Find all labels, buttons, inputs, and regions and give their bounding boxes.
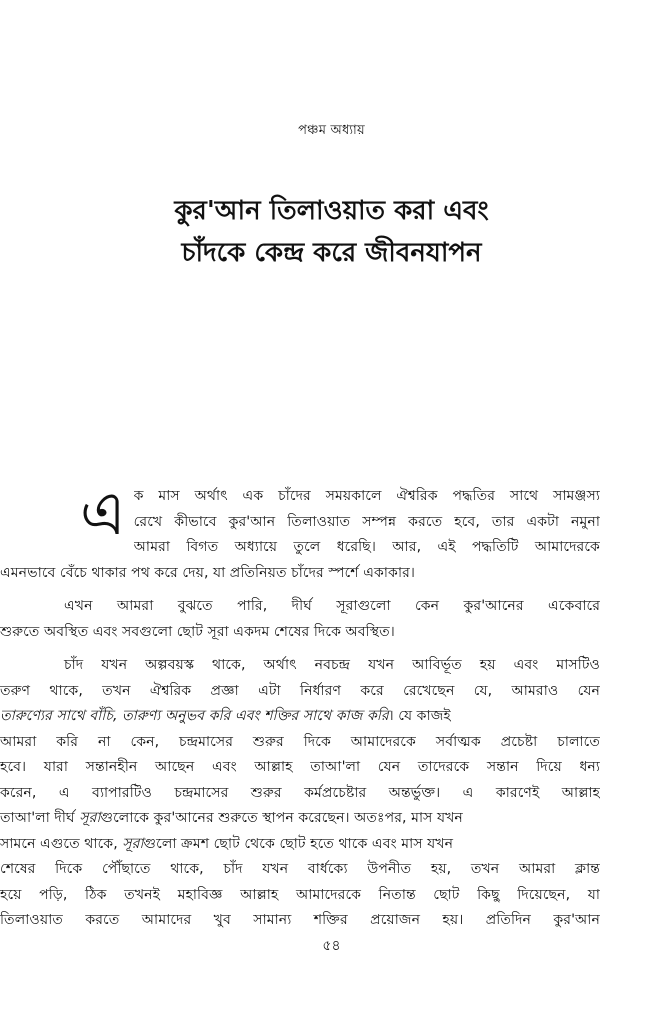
text-run: । যে কাজই: [388, 708, 451, 724]
paragraph-3-line: [0, 704, 600, 730]
paragraph-1-line: রেখে কীভাবে কুর'আন তিলাওয়াত সম্পন্ন করতে হবে, তার একটা নমুনা: [133, 513, 600, 530]
paragraph-3-line: হয়ে পড়ি, ঠিক তখনই মহাবিজ্ঞ আল্লাহ আমাদেরকে নিতান্ত ছোট কিছু দিয়েছেন, যা: [0, 886, 600, 903]
body-text: [0, 479, 600, 934]
paragraph-3-line: করেন, এ ব্যাপারটিও চন্দ্রমাসের শুরুর কর্মপ্রচেষ্টার অন্তর্ভুক্ত। এ কারণেই আল্লাহ: [0, 784, 600, 801]
paragraph-3: [0, 653, 600, 934]
paragraph-1-line: আমরা বিগত অধ্যায়ে তুলে ধরেছি। আর, এই পদ্ধতিটি আমাদেরকে: [133, 539, 600, 555]
paragraph-1-line: ক মাস অর্থাৎ এক চাঁদের সময়কালে ঐশ্বরিক পদ্ধতির সাথে সামঞ্জস্য: [133, 488, 600, 504]
text-run: তাআ'লা দীর্ঘ: [0, 810, 80, 826]
chapter-title-line-1: কুর'আন তিলাওয়াত করা এবং: [174, 196, 489, 226]
paragraph-1: [0, 479, 600, 586]
paragraph-3-line: আমরা করি না কেন, চন্দ্রমাসের শুরুর দিকে আমাদেরকে সর্বাত্মক প্রচেষ্টা চালাতে: [0, 733, 600, 750]
text-run: গুলোকে কুর'আনের শুরুতে স্থাপন করেছেন। অতঃপর, মাস যখন: [100, 810, 463, 826]
paragraph-3-line: [0, 806, 600, 832]
paragraph-3-line: চাঁদ যখন অল্পবয়স্ক থাকে, অর্থাৎ নবচন্দ্র যখন আবির্ভূত হয় এবং মাসটিও: [64, 657, 600, 673]
paragraph-3-line: শেষের দিকে পৌঁছাতে থাকে, চাঁদ যখন বার্ধক্যে উপনীত হয়, তখন আমরা ক্লান্ত: [0, 861, 600, 877]
chapter-label: পঞ্চম অধ্যায়: [298, 123, 365, 138]
italic-phrase: তারুণ্যের সাথে বাঁচি, তারুণ্য অনুভব করি এবং শক্তির সাথে কাজ করি: [0, 708, 389, 724]
paragraph-3-line: হবে। যারা সন্তানহীন আছেন এবং আল্লাহ তাআ'লা যেন তাদেরকে সন্তান দিয়ে ধন্য: [0, 759, 600, 775]
chapter-title: [40, 190, 623, 274]
italic-word: সূরা: [79, 810, 101, 826]
chapter-title-line-2: চাঁদকে কেন্দ্র করে জীবনযাপন: [181, 238, 482, 268]
text-run: গুলো ক্রমশ ছোট থেকে ছোট হতে থাকে এবং মাস যখন: [143, 835, 454, 852]
paragraph-1-line: এমনভাবে বেঁচে থাকার পথ করে দেয়, যা প্রতিনিয়ত চাঁদের স্পর্শে একাকার।: [0, 564, 415, 581]
italic-word: সূরা: [122, 835, 144, 852]
paragraph-2-line: শুরুতে অবস্থিত এবং সবগুলো ছোট সূরা একদম শেষের দিকে অবস্থিত।: [0, 623, 395, 640]
paragraph-2-line: এখন আমরা বুঝতে পারি, দীর্ঘ সূরাগুলো কেন কুর'আনের একেবারে: [64, 598, 600, 614]
page-number: ৫৪: [322, 938, 341, 954]
paragraph-3-line: তিলাওয়াত করতে আমাদের খুব সামান্য শক্তির প্রয়োজন হয়। প্রতিদিন কুর'আন: [0, 912, 600, 928]
drop-cap: এ: [80, 479, 126, 549]
paragraph-3-line: তরুণ থাকে, তখন ঐশ্বরিক প্রজ্ঞা এটা নির্ধারণ করে রেখেছেন যে, আমরাও যেন: [0, 682, 600, 699]
paragraph-3-line: [0, 832, 600, 858]
paragraph-2: [0, 594, 600, 645]
text-run: সামনে এগুতে থাকে,: [0, 835, 123, 852]
